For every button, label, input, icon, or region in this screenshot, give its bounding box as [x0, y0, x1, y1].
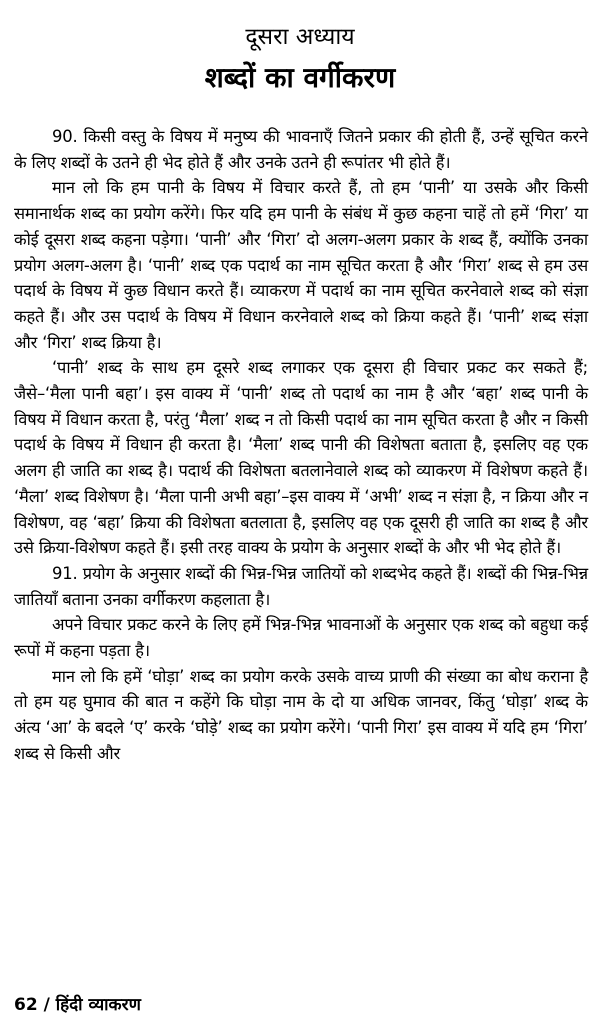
- paragraph: 90. किसी वस्तु के विषय में मनुष्य की भावनाएँ जितने प्रकार की होती हैं, उन्हें सूचित करने के लिए शब्दों के उतने ही भेद होते हैं और उनके उतने ही रूपांतर भी होते हैं।: [14, 127, 588, 172]
- paragraph: मान लो कि हमें ‘घोड़ा’ शब्द का प्रयोग करके उसके वाच्य प्राणी की संख्या का बोध कराना है तो हम यह घुमाव की बात न कहेंगे कि घोड़ा नाम के दो या अधिक जानवर, किंतु ‘घोड़ा’ शब्द के अंत्य ‘आ’ के बदले ‘ए’ करके ‘घोड़े’ शब्द का प्रयोग करेंगे। ‘पानी गिरा’ इस वाक्य में यदि हम ‘गिरा’ शब्द से किसी और: [14, 666, 588, 763]
- paragraph: ‘पानी’ शब्द के साथ हम दूसरे शब्द लगाकर एक दूसरा ही विचार प्रकट कर सकते हैं; जैसे–‘मैला पानी बहा’। इस वाक्य में ‘पानी’ शब्द तो पदार्थ का नाम है और ‘बहा’ शब्द पानी के विषय में विधान करता है, परंतु ‘मैला’ शब्द न तो किसी पदार्थ का नाम सूचित करता है और न किसी पदार्थ के विषय में विधान ही करता है। ‘मैला’ शब्द पानी की विशेषता बताता है, इसलिए वह एक अलग ही जाति का शब्द है। पदार्थ की विशेषता बतलानेवाले शब्द को व्याकरण में विशेषण कहते हैं। ‘मैला’ शब्द विशेषण है। ‘मैला पानी अभी बहा’–इस वाक्य में ‘अभी’ शब्द न संज्ञा है, न क्रिया और न विशेषण, वह ‘बहा’ क्रिया की विशेषता बतलाता है, इसलिए वह एक दूसरी ही जाति का शब्द है और उसे क्रिया-विशेषण कहते हैं। इसी तरह वाक्य के प्रयोग के अनुसार शब्दों के और भी भेद होते हैं।: [14, 358, 588, 558]
- paragraph: मान लो कि हम पानी के विषय में विचार करते हैं, तो हम ‘पानी’ या उसके और किसी समानार्थक शब्द का प्रयोग करेंगे। फिर यदि हम पानी के संबंध में कुछ कहना चाहें तो हमें ‘गिरा’ या कोई दूसरा शब्द कहना पड़ेगा। ‘पानी’ और ‘गिरा’ दो अलग-अलग प्रकार के शब्द हैं, क्योंकि उनका प्रयोग अलग-अलग है। ‘पानी’ शब्द एक पदार्थ का नाम सूचित करता है और ‘गिरा’ शब्द से हम उस पदार्थ के विषय में कुछ विधान करते हैं। व्याकरण में पदार्थ का नाम सूचित करनेवाले शब्द को संज्ञा कहते हैं। और उस पदार्थ के विषय में विधान करनेवाले शब्द को क्रिया कहते हैं। ‘पानी’ शब्द संज्ञा और ‘गिरा’ शब्द क्रिया है।: [14, 178, 588, 352]
- chapter-heading: दूसरा अध्याय: [245, 24, 355, 50]
- body-text: [14, 124, 588, 767]
- page-title: शब्दों का वर्गीकरण: [204, 61, 396, 94]
- paragraph: 91. प्रयोग के अनुसार शब्दों की भिन्न-भिन्न जातियों को शब्दभेद कहते हैं। शब्दों की भिन्न-भिन्न जातियाँ बताना उनका वर्गीकरण कहलाता है।: [14, 563, 588, 609]
- paragraph: अपने विचार प्रकट करने के लिए हमें भिन्न-भिन्न भावनाओं के अनुसार एक शब्द को बहुधा कई रूपों में कहना पड़ता है।: [14, 615, 588, 661]
- page-footer: 62 / हिंदी व्याकरण: [14, 995, 141, 1015]
